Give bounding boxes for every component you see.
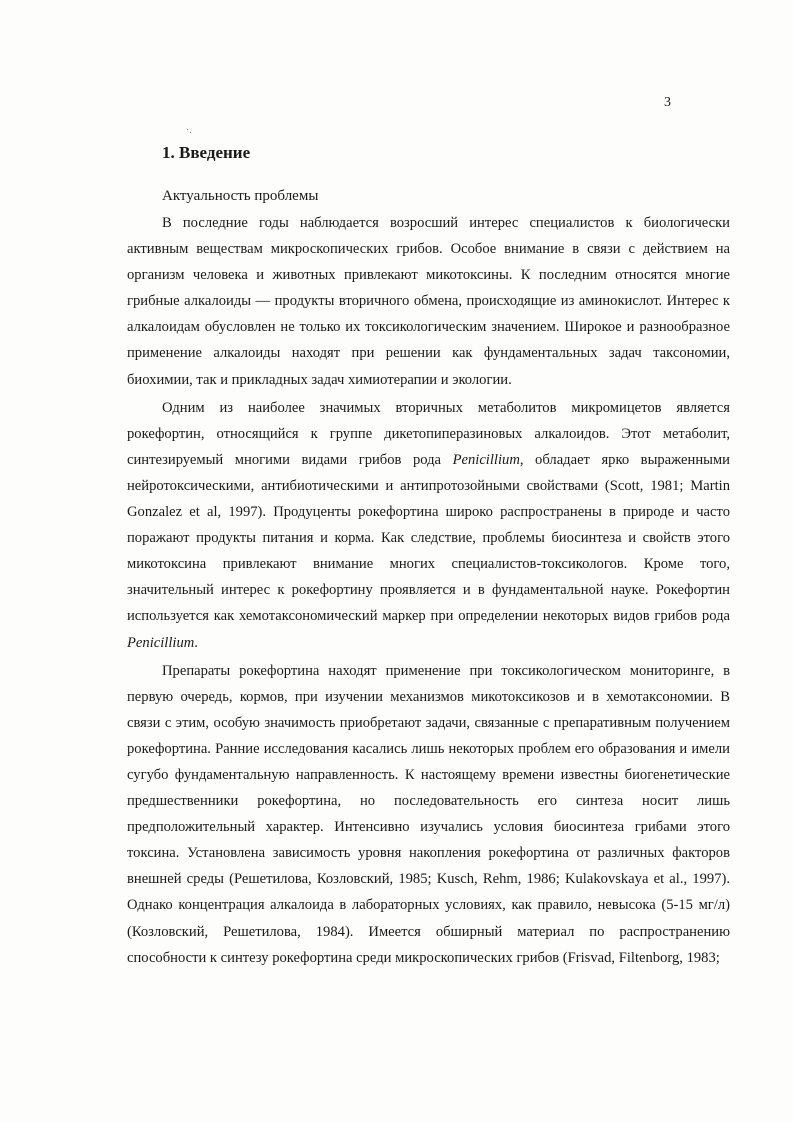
section-heading: 1. Введение <box>162 143 251 162</box>
paragraph-1: В последние годы наблюдается возросший интерес специалистов к биологически активным веществам микроскопических грибов. Особое внимание в связи с действием на организм человека и животных привлекают микотоксины. К последним относятся многие грибные алкалоиды — продукты вторичного обмена, происходящие из аминокислот. Интерес к алкалоидам обусловлен не только их токсикологическим значением. Широкое и разнообразное применение алкалоиды находят при решении как фундаментальных задач таксономии, биохимии, так и прикладных задач химиотерапии и экологии. <box>127 215 730 388</box>
paragraph-2-part-1: Одним из наиболее значимых вторичных метаболитов микромицетов является рокефортин, относящийся к группе дикетопиперазиновых алкалоидов. Этот метаболит, синтезируемый многими видами грибов рода <box>127 399 730 468</box>
paragraph-2-part-2: , обладает ярко выраженными нейротоксическими, антибиотическими и антипротозойными свойствами (Scott, 1981; Martin Gonzalez et al, 1997). Продуценты рокефортина широко распространены в природе и часто поражают продукты питания и корма. Как следствие, проблемы биосинтеза и свойств этого микотоксина привлекают внимание многих специалистов-токсикологов. Кроме того, значительный интерес к рокефортину проявляется и в фундаментальной науке. Рокефортин используется как хемотаксономический маркер при определении некоторых видов грибов рода <box>127 451 730 625</box>
genus-name-italic: Penicillium <box>127 634 195 651</box>
page-number: 3 <box>664 95 671 110</box>
paragraph-2-part-3: . <box>194 634 198 651</box>
scan-speck: ·. <box>186 125 192 136</box>
genus-name-italic: Penicillium <box>452 451 520 468</box>
paragraph-3: Препараты рокефортина находят применение при токсикологическом мониторинге, в первую очередь, кормов, при изучении механизмов микотоксикозов и в хемотаксономии. В связи с этим, особую значимость приобретают задачи, связанные с препаративным получением рокефортина. Ранние исследования касались лишь некоторых проблем его образования и имели сугубо фундаментальную направленность. К настоящему времени известны биогенетические предшественники рокефортина, но последовательность его синтеза носит лишь предположительный характер. Интенсивно изучались условия биосинтеза грибами этого токсина. Установлена зависимость уровня накопления рокефортина от различных факторов внешней среды (Решетилова, Козловский, 1985; Kusch, Rehm, 1986; Kulakovskaya et al., 1997). Однако концентрация алкалоида в лабораторных условиях, как правило, невысока (5-15 мг/л) (Козловский, Решетилова, 1984). Имеется обширный материал по распространению способности к синтезу рокефортина среди микроскопических грибов (Frisvad, Filtenborg, 1983; <box>127 662 730 966</box>
body-text <box>127 210 730 973</box>
paragraph-2 <box>127 395 730 656</box>
section-subheading: Актуальность проблемы <box>162 188 319 204</box>
